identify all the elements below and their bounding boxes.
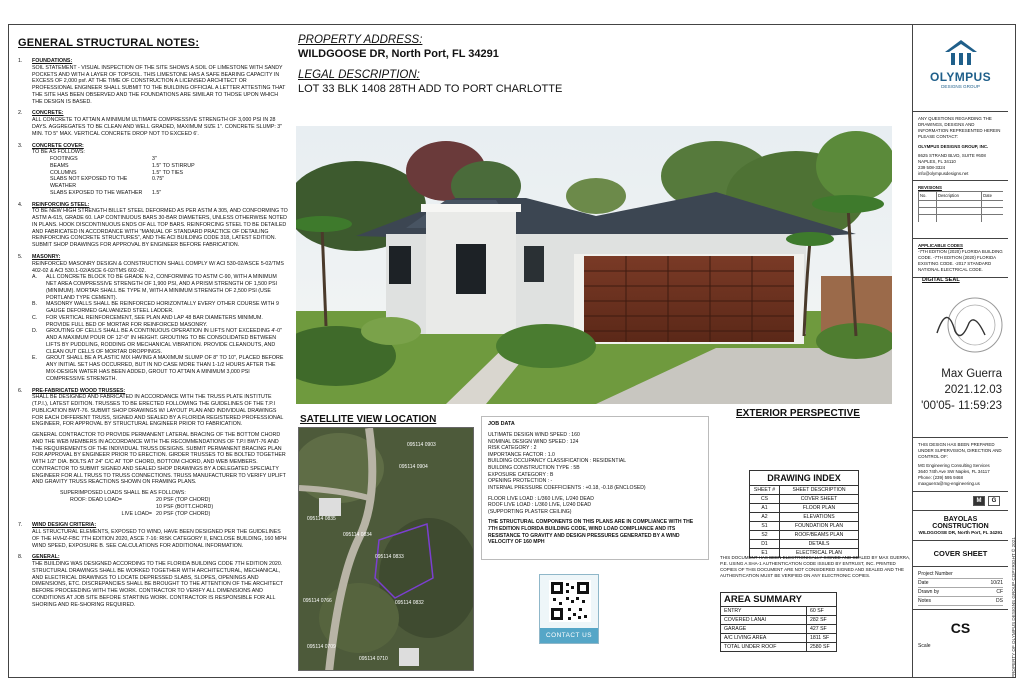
table-row (750, 513, 859, 522)
cover-key: FOOTINGS (50, 156, 78, 163)
loads-list (32, 497, 288, 517)
contact-note: ANY QUESTIONS REGARDING THE DRAWINGS, DESIGNS AND INFORMATION REPRESENTED HEREIN PLEASE CONTACT: (918, 116, 1001, 139)
note-number: 3. (18, 142, 23, 149)
legal-description: LOT 33 BLK 1408 28TH ADD TO PORT CHARLOTTE (298, 83, 563, 95)
signature-date: 2021.12.03 (944, 383, 1002, 396)
load-value: 10 PSF (BOTT.CHORD) (156, 503, 214, 510)
cover-row (32, 190, 288, 197)
note-text: THE BUILDING WAS DESIGNED ACCORDING TO THE FLORIDA BUILDING CODE 7TH EDITION 2020. STRUCTURAL DRAWINGS SHALL BE WORKED TOGETHER WITH ARCHITECTURAL, MECHANICAL, AND ELECTRICAL DRAWINGS TO LOCATE DEPRESSED SLABS, SLOPES, OPENINGS AND DIMENSIONS, ETC. DISCREPANCIES SHALL BE BROUGHT TO THE ATTENTION OF THE ARCHITECT BEFORE PROCEEDING WITH THE WORK. CONTRACTOR TO VERIFY ALL DIMENSIONS AND CONDITIONS AT JOB SITE BEFORE STARTING WORK. CONTRACTOR IS RESPONSIBLE FOR ALL SHORING AND RE-SHORING REQUIRED. (32, 561, 283, 608)
meta-key: Notes (918, 597, 932, 604)
project-address: WILDGOOSE DR, North Port, FL 34291 (918, 529, 1003, 535)
note-text: GENERAL CONTRACTOR TO PROVIDE PERMANENT LATERAL BRACING OF THE BOTTOM CHORD AND THE WEB MEMBERS IN ACCORDANCE WITH THE RECOMMENDATIONS OF T.P.I BWT-76 AND THE REQUIREMENTS OF THE INDIVIDUAL TRUSS DESIGNS. SUBMIT PERMANENT BRACING PLAN FOR APPROVAL BY ENGINEER PRIOR TO ERECTION. GIRDER TRUSSES TO BE BOLTED TOGETHER WITH 1/2" DIA. BOLTS AT 24" C/C AT TOP CHORD, BOTTOM CHORD, AND WEB MEMBERS. CONTRACTOR TO SUBMIT SIGNED AND SEALED SHOP DRAWINGS BY A DELEGATED SPECIALTY ENGINEER FOR ALL TRUSS TO TRUSS CONNECTIONS. TRUSS MANUFACTURER TO VERIFY UPLIFT AND GRAVITY TRUSS REACTIONS SHOWN ON FRAMING PLANS. (32, 432, 286, 486)
sheet-description: FOUNDATION PLAN (780, 522, 859, 531)
area-label: TOTAL UNDER ROOF (721, 643, 807, 652)
column-header: Description (936, 192, 981, 201)
satellite-map (298, 427, 474, 671)
qr-contact-card[interactable] (539, 574, 599, 644)
table-row (750, 495, 859, 504)
drawing-index-title: DRAWING INDEX (749, 470, 859, 485)
area-summary (720, 592, 837, 652)
sheet-number: S1 (750, 522, 780, 531)
note-general (18, 554, 288, 608)
engineer-info (913, 438, 1008, 492)
company-logo (913, 24, 1008, 112)
area-summary-title: AREA SUMMARY (720, 592, 837, 606)
copyright-strip (1011, 460, 1019, 680)
sheet-number: CS (750, 495, 780, 504)
sub-text: FOR VERTICAL REINFORCEMENT, SEE PLAN AND LAP 48 BAR DIAMETERS MINIMUM. PROVIDE FULL BED OF MORTAR FOR REINFORCED MASONRY. (46, 314, 263, 328)
table-row (721, 643, 837, 652)
copyright-text: PROPERTY OF OLYMPUS DESIGNS GROUP COPYRIGHT © 2021 (1011, 537, 1016, 678)
note-number: 8. (18, 554, 23, 561)
lot-label: 095114 0710 (359, 656, 388, 662)
company-address: 8625 STRAND BLVD, SUITE #608 NAPLES, FL 34110 (918, 152, 986, 164)
area-value: 282 SF (807, 616, 837, 625)
sheet-number: A2 (750, 513, 780, 522)
prepared-note: THIS DESIGN HAS BEEN PREPARED UNDER SUPERVISION, DIRECTION AND CONTROL OF: (918, 442, 1002, 459)
note-text: ALL STRUCTURAL ELEMENTS, EXPOSED TO WIND, HAVE BEEN DESIGNED PER THE GUIDELINES OF THE HVHZ-FBC 7TH EDITION 2020, ASCE 7-16: RISK CATEGORY II, ENCLOSE BUILDING, 160 MPH WIND SPEED, EXPOSURE B. SEE CALCULATIONS FOR ADDITIONAL INFORMATION. (32, 529, 287, 549)
note-foundations (18, 58, 288, 105)
load-row (70, 504, 288, 511)
sub-text: MASONRY WALLS SHALL BE REINFORCED HORIZONTALLY EVERY OTHER COURSE WITH 9 GAUGE DEFORMED GALVANIZED STEEL LADDER. (46, 301, 279, 315)
stamp-m: M (973, 496, 985, 506)
area-value: 427 SF (807, 625, 837, 634)
cover-key: COLUMNS (50, 169, 77, 176)
property-address: WILDGOOSE DR, North Port, FL 34291 (298, 48, 499, 60)
project-name: BAYOLAS CONSTRUCTION (932, 515, 989, 530)
sub-letter: A. (32, 274, 38, 281)
house-illustration (296, 126, 892, 404)
job-line: IMPORTANCE FACTOR : 1.0 (488, 451, 555, 458)
sheet-description: ELEVATIONS (780, 513, 859, 522)
note-number: 5. (18, 253, 23, 260)
table-row (919, 215, 1004, 222)
meta-key: Date (918, 579, 929, 586)
digital-seal-label: DIGITAL SEAL (922, 277, 960, 283)
job-line: RISK CATEGORY : 2 (488, 445, 537, 452)
table-row (721, 625, 837, 634)
lot-label: 095114 0832 (395, 600, 424, 606)
column-header: Date (982, 192, 1003, 201)
compliance-statement: THE STRUCTURAL COMPONENTS ON THIS PLANS ARE IN COMPLIANCE WITH THE 7TH EDITION FLORIDA BUILDING CODE, WIND LOAD COMPLIANCE AND ITS RESISTANCE TO GRAVITY AND DESIGN PRESSURES GENERATED BY A WIND VELOCITY OF 160 MPH (488, 519, 694, 546)
company-contact (913, 112, 1008, 181)
job-line: BUILDING CONSTRUCTION TYPE : 5B (488, 465, 580, 472)
note-title: GENERAL: (32, 554, 60, 561)
load-row (70, 511, 288, 518)
lot-label: 095114 0835 (307, 516, 336, 522)
note-title: MASONRY: (32, 253, 61, 260)
column-header: No. (919, 192, 937, 201)
sheet-description: ELECTRICAL PLAN (780, 549, 859, 558)
sheet-description: COVER SHEET (780, 495, 859, 504)
cover-key: SLABS EXPOSED TO THE WEATHER (50, 189, 143, 196)
area-value: 60 SF (807, 607, 837, 616)
load-label: LIVE LOAD= (121, 510, 152, 517)
job-data-title: JOB DATA (488, 421, 515, 427)
sheet-description: ROOF/BEAMS PLAN (780, 531, 859, 540)
project-info (913, 511, 1008, 541)
column-header: SHEET DESCRIPTION (780, 486, 859, 495)
area-label: COVERED LANAI (721, 616, 807, 625)
cover-key: BEAMS (50, 162, 69, 169)
job-line: EXPOSURE CATEGORY : B (488, 471, 554, 478)
load-value: 20 PSF (TOP CHORD) (156, 510, 211, 517)
area-value: 2580 SF (807, 643, 837, 652)
note-number: 7. (18, 522, 23, 529)
sheet-number: D1 (750, 540, 780, 549)
load-label (70, 504, 156, 511)
cover-value: 0.75" (152, 176, 165, 183)
sheet-title: COVER SHEET (913, 541, 1008, 567)
note-number: 1. (18, 58, 23, 65)
table-row (750, 540, 859, 549)
signature-time: '00'05- 11:59:23 (921, 399, 1002, 412)
note-title: WIND DESIGN CRITERIA: (32, 522, 97, 529)
qr-code-icon (549, 580, 591, 622)
legal-description-label: LEGAL DESCRIPTION: (298, 69, 420, 81)
note-reinforcing-steel (18, 202, 288, 249)
sheet-description: DETAILS (780, 540, 859, 549)
olympus-logo-icon (943, 38, 979, 68)
engineer-seal-icon (935, 293, 1003, 357)
job-line: FLOOR LIVE LOAD : L/360 LIVE, L/240 DEAD (488, 495, 594, 502)
note-text: SHALL BE DESIGNED AND FABRICATED IN ACCORDANCE WITH THE TRUSS PLATE INSTITUTE (T.P.I.), LATEST EDITION. TRUSSES TO BE ERECTED FOLLOWING THE GUIDELINES OF THE T.P.I PUBLICATION BWT-76. SUBMIT SHOP DRAWINGS W/ LAYOUT PLAN AND INDIVIDUAL DRAWINGS FOR EACH DIFFERENT TRUSS, SIGNED AND SEALED BY A FLORIDA REGISTERED PROFESSIONAL ENGINEER, FOR APPROVAL BY STRUCTURAL ENGINEER PRIOR TO FABRICATION. (32, 394, 284, 428)
meta-key: Drawn by (918, 588, 940, 595)
cover-key: SLABS NOT EXPOSED TO THE WEATHER (50, 176, 128, 190)
table-row (750, 504, 859, 513)
codes-label: APPLICABLE CODES (918, 243, 963, 249)
signer-name: Max Guerra (941, 368, 1002, 380)
job-line: INTERNAL PRESSURE COEFFICIENTS : +0.18, -0.18 (ENCLOSED) (488, 484, 646, 491)
note-text: TO BE NEW HIGH STRENGTH BILLET STEEL DEFORMED AS PER ASTM A 305, AND CONFORMING TO ASTM A-615, GRADE 60. LAP CONTINUOUS BARS 30-BAR DIAMETERS, UNLESS OTHERWISE NOTED IN PLANS. HOOK DISCONTINUOUS ENDS OF ALL TOP BARS. REINFORCING STEEL TO BE DETAILED AND FABRICATED IN ACCORDANCE WITH "MANUAL OF STANDARD PRACTICE OF DETAILING REINFORCING CONCRETE STRUCTURES", AND THE ACI BUILDING CODE 318, LATEST EDITION. SUBMIT SHOP DRAWINGS FOR APPROVAL BY ENGINEER BEFORE FABRICATION. (32, 208, 288, 249)
codes-text: -7TH EDITION (2020) FLORIDA BUILDING CODE. -7TH EDITION (2020) FLORIDA EXISTING CODE. -2017 STANDARD NATIONAL ELECTRICAL CODE. (918, 249, 1003, 273)
exterior-perspective-label: EXTERIOR PERSPECTIVE (736, 408, 860, 419)
masonry-sub (32, 301, 288, 315)
load-value: 20 PSF (TOP CHORD) (156, 497, 211, 504)
brand-name: OLYMPUS (929, 70, 992, 84)
lot-label: 095114 0904 (399, 464, 428, 470)
cover-value: 1.5" TO TIES (152, 169, 184, 176)
meta-row (918, 579, 1003, 588)
contact-us-button[interactable]: CONTACT US (540, 628, 598, 643)
job-line: OPENING PROTECTION : - (488, 478, 553, 485)
job-line: (SUPPORTING PLASTER CEILING) (488, 508, 572, 515)
job-line: ULTIMATE DESIGN WIND SPEED : 160 (488, 432, 580, 439)
property-info (298, 34, 698, 104)
engineer-company: MG Engineering Consulting Services (918, 462, 990, 468)
sheet-number: A1 (750, 504, 780, 513)
cover-value: 3" (152, 156, 157, 163)
table-row (750, 522, 859, 531)
sub-letter: D. (32, 328, 38, 335)
area-value: 1811 SF (807, 634, 837, 643)
table-header (750, 486, 859, 495)
load-row (70, 497, 288, 504)
digital-signature (921, 367, 1002, 415)
drawing-index-table (749, 485, 859, 558)
company-name: OLYMPUS DESIGNS GROUP, INC. (918, 143, 989, 149)
sub-text: ALL CONCRETE BLOCK TO BE GRADE N-2, CONFORMING TO ASTM C-90, WITH A MINIMUM NET AREA COMPRESSIVE STRENGTH OF 1,900 PSI, AND A PRISM STRENGTH OF 1,500 PSI (MINIMUM). MORTAR SHALL BE TYPE M, WITH A MINIMUM STRENGTH OF 2,500 PSI (USE PORTLAND TYPE CEMENT). (46, 274, 277, 301)
lot-label: 095114 0834 (343, 532, 372, 538)
note-text: REINFORCED MASONRY DESIGN & CONSTRUCTION SHALL COMPLY W/ ACI 530-02/ASCE 5-02/TMS 402-02 & ACI 530.1-02/ASCE 6-02/TMS 602-02. (32, 260, 284, 274)
company-email: info@olympusdesigns.net (918, 170, 969, 176)
exterior-rendering (296, 126, 892, 404)
note-masonry (18, 254, 288, 383)
engineer-address: 3640 74th Ave SW Naples, FL 34117 (918, 468, 990, 474)
masonry-sub (32, 274, 288, 301)
loads-title: SUPERIMPOSED LOADS SHALL BE AS FOLLOWS: (60, 490, 186, 497)
cover-row (32, 170, 288, 177)
lot-label: 095114 0709 (307, 644, 336, 650)
satellite-title: SATELLITE VIEW LOCATION (300, 414, 437, 425)
job-line: ROOF LIVE LOAD : L/360 LIVE, L/240 DEAD (488, 502, 592, 509)
meta-key: Project Number (918, 570, 953, 577)
sub-letter: B. (32, 301, 38, 308)
table-row (919, 201, 1004, 208)
note-concrete (18, 110, 288, 137)
drawing-index (749, 470, 859, 558)
meta-row (918, 588, 1003, 597)
applicable-codes (913, 239, 1008, 278)
meta-value: 10/21 (990, 579, 1003, 586)
cover-row (32, 176, 288, 190)
revisions-label: REVISIONS (918, 185, 942, 191)
load-label: ROOF: DEAD LOAD= (70, 497, 122, 504)
job-line: BUILDING OCCUPANCY CLASSIFICATION : RESIDENTIAL (488, 458, 627, 465)
cover-row (32, 156, 288, 163)
job-data (481, 416, 709, 560)
note-title: CONCRETE: (32, 110, 64, 117)
satellite-image (299, 428, 474, 671)
column-header: SHEET # (750, 486, 780, 495)
note-number: 4. (18, 201, 23, 208)
electronic-seal-note: THIS DOCUMENT HAS BEEN ELECTRONICALLY SIGNED AND SEALED BY MAX GUERRA, P.E. USING A SHA-1 AUTHENTICATION CODE ISSUED BY ENTRUST, INC. PRINTED COPIES OF THIS DOCUMENT ARE NOT CONSIDERED SIGNED AND SEALED AND THE AUTHENTICATION MUST BE VERIFIED ON ANY ELECTRONIC COPIES. (720, 555, 911, 578)
note-concrete-cover (18, 143, 288, 197)
revisions (913, 181, 1008, 239)
sub-letter: C. (32, 314, 38, 321)
table-row (721, 634, 837, 643)
sheet-description: FLOOR PLAN (780, 504, 859, 513)
cover-value: 1.5" TO STIRRUP (152, 162, 195, 169)
meta-row (918, 570, 1003, 579)
table-header (919, 192, 1004, 201)
sub-text: GROUT SHALL BE A PLASTIC MIX HAVING A MAXIMUM SLUMP OF 8" TO 10", PLACED BEFORE ANY INITIAL SET HAS OCCURRED, BUT IN NO CASE MORE THAN 1-1/2 HOURS AFTER THE MIX-DESIGN WATER HAS BEEN ADDED, GROUT TO ATTAIN A MINIMUM 3,000 PSI COMPRESSIVE STRENGTH. (46, 355, 284, 382)
meta-value: CF (996, 588, 1003, 595)
note-text: TO BE AS FOLLOWS: (32, 149, 85, 156)
table-row (919, 208, 1004, 215)
masonry-sub (32, 328, 288, 355)
note-trusses (18, 388, 288, 518)
masonry-sub (32, 315, 288, 329)
note-wind-design (18, 522, 288, 549)
note-title: FOUNDATIONS: (32, 58, 73, 65)
area-label: ENTRY (721, 607, 807, 616)
engineer-email: maxguerra@mg-engineering.us (918, 480, 980, 486)
table-row (721, 607, 837, 616)
table-row (721, 616, 837, 625)
area-label: A/C LIVING AREA (721, 634, 807, 643)
meta-row (918, 597, 1003, 606)
mg-stamps (913, 492, 1008, 511)
note-number: 6. (18, 387, 23, 394)
masonry-sub (32, 355, 288, 382)
area-label: GARAGE (721, 625, 807, 634)
note-text: ALL CONCRETE TO ATTAIN A MINIMUM ULTIMATE COMPRESSIVE STRENGTH OF 3,000 PSI IN 28 DAYS. AGGREGATES TO BE CLEAN AND WELL GRADED, MAXIMUM SIZE 1". CONCRETE SLUMP: 3" MIN. TO 5" MAX. VERTICAL CONCRETE DROP NOT TO EXCEED 6'. (32, 117, 283, 137)
engineer-phone: Phone: (239) 595 9468 (918, 474, 963, 480)
cover-row (32, 163, 288, 170)
cover-value: 1.5" (152, 189, 162, 196)
stamp-g: G (988, 496, 1000, 506)
meta-value: DS (996, 597, 1003, 604)
sheet-number: CS (950, 619, 971, 636)
area-summary-table (720, 606, 837, 652)
sheet-number: S2 (750, 531, 780, 540)
note-title: CONCRETE COVER: (32, 142, 84, 149)
lot-label: 095114 0766 (303, 598, 332, 604)
note-title: PRE-FABRICATED WOOD TRUSSES: (32, 387, 126, 394)
notes-title: GENERAL STRUCTURAL NOTES: (18, 37, 200, 49)
note-number: 2. (18, 110, 23, 117)
lot-label: 095114 0903 (407, 442, 436, 448)
sub-text: GROUTING OF CELLS SHALL BE A CONTINUOUS OPERATION IN LIFTS NOT EXCEEDING 4'-0" AND A MAXIMUM POUR OF 12'-0" IN HEIGHT. GROUTING TO BE CONSOLIDATED BETWEEN LIFTS BY PUDDLING, RODDING OR MECHANICAL VIBRATION. PROVIDE CLEANOUTS, AND CLEAN OUT CELLS OF MORTAR DROPPINGS. (46, 328, 282, 355)
table-row (750, 531, 859, 540)
sheet-number: E1 (750, 549, 780, 558)
scale-label: Scale (918, 642, 931, 649)
note-text: SOIL STATEMENT - VISUAL INSPECTION OF THE SITE SHOWS A SOIL OF LIMESTONE WITH SANDY POCKETS AND WITH A LAYER OF TOPSOIL. THIS LIMESTONE HAS A SAFE BEARING CAPACITY IN EXCESS OF 2,000 psf. AT THE TIME OF CONSTRUCTION A LICENSED ARCHITECT OR PROFESSIONAL ENGINEER SHALL SUBMIT TO THE BUILDING OFFICIAL A LETTER ATTESTING THAT THE SITE HAS BEEN OBSERVED AND THE FOUNDATIONS ARE SIMILAR TO THOSE UPON WHICH THE DESIGN IS BASED. (32, 64, 286, 105)
property-address-label: PROPERTY ADDRESS: (298, 34, 423, 46)
company-phone: 239 508-3324 (918, 164, 946, 170)
job-line: NOMINAL DESIGN WIND SPEED : 124 (488, 438, 579, 445)
general-structural-notes (18, 36, 288, 636)
lot-label: 095114 0833 (375, 554, 404, 560)
note-title: REINFORCING STEEL: (32, 201, 90, 208)
sub-letter: E. (32, 355, 38, 362)
sheet-meta (913, 567, 1008, 610)
revisions-table (918, 191, 1003, 221)
brand-subtitle: DESIGNS GROUP (941, 84, 980, 89)
